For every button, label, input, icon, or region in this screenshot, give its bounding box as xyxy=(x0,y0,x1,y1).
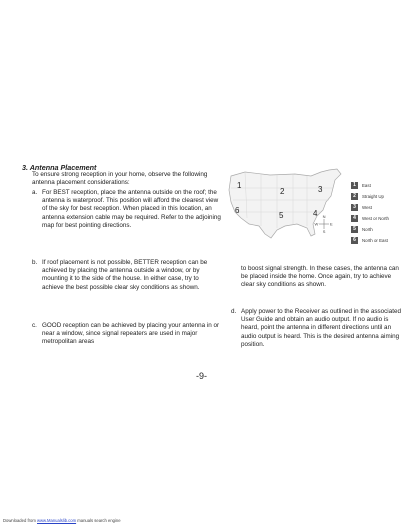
list-item-c xyxy=(32,322,222,347)
section-intro: To ensure strong reception in your home, observe the following antenna placement considerations: xyxy=(32,171,208,187)
legend-row xyxy=(351,235,407,246)
region-4-label: 4 xyxy=(313,209,318,218)
section-heading: 3. Antenna Placement xyxy=(22,163,97,172)
region-3-label: 3 xyxy=(318,185,323,194)
legend-number: 2 xyxy=(351,193,358,200)
footer-link[interactable]: www.Manualslib.com xyxy=(37,518,77,523)
footer xyxy=(3,518,121,523)
compass-n: N xyxy=(322,214,326,219)
map-legend xyxy=(351,180,407,246)
footer-prefix: Downloaded from xyxy=(3,518,36,523)
list-item-c-continuation xyxy=(241,265,401,290)
region-2-label: 2 xyxy=(280,187,285,196)
list-marker: b. xyxy=(32,259,38,266)
list-item-b xyxy=(32,259,222,292)
legend-number: 4 xyxy=(351,215,358,222)
list-item-text: GOOD reception can be achieved by placing your antenna in or near a window, since signal repeaters are used in major metropolitan areas xyxy=(42,322,220,346)
region-5-label: 5 xyxy=(279,211,284,220)
list-marker: d. xyxy=(231,308,237,315)
compass-s: S xyxy=(322,229,326,234)
list-item-text: For BEST reception, place the antenna outside on the roof; the antenna is waterproof. This position will afford the clearest view of the sky for best reception. When placed in this location, an antenna extension cable may be required. Refer to the adjoining map for best pointing directions. xyxy=(42,189,221,229)
region-6-label: 6 xyxy=(235,206,240,215)
usa-map-graphic xyxy=(225,166,347,250)
legend-label: North xyxy=(362,227,373,232)
list-item-text: If roof placement is not possible, BETTER reception can be achieved by placing the antenna outside a window, or by mounting it to the side of the house. In either case, try to achieve the best possible clear sky conditions as shown. xyxy=(42,259,208,291)
legend-number: 1 xyxy=(351,182,358,189)
legend-row xyxy=(351,202,407,213)
legend-label: East xyxy=(362,183,371,188)
list-item-text: to boost signal strength. In these cases, the antenna can be placed inside the home. Once again, try to achieve clear sky conditions as shown. xyxy=(241,265,399,289)
list-item-d xyxy=(231,308,401,349)
legend-row xyxy=(351,224,407,235)
legend-row xyxy=(351,191,407,202)
legend-row xyxy=(351,213,407,224)
list-item-a xyxy=(32,189,222,230)
usa-antenna-map xyxy=(225,166,347,250)
legend-row xyxy=(351,180,407,191)
legend-label: North or East xyxy=(362,238,388,243)
compass-w: W xyxy=(314,221,319,227)
page-number: -9- xyxy=(196,371,207,381)
footer-suffix: manuals search engine xyxy=(77,518,121,523)
list-marker: c. xyxy=(32,322,37,329)
region-1-label: 1 xyxy=(237,181,242,190)
legend-number: 6 xyxy=(351,237,358,244)
legend-label: Straight Up xyxy=(362,194,384,199)
legend-label: West xyxy=(362,205,372,210)
list-marker: a. xyxy=(32,189,38,196)
legend-number: 5 xyxy=(351,226,358,233)
compass-e: E xyxy=(330,221,333,227)
legend-number: 3 xyxy=(351,204,358,211)
legend-label: West or North xyxy=(362,216,390,221)
list-item-text: Apply power to the Receiver as outlined in the associated User Guide and obtain an audio output. If no audio is heard, point the antenna in different directions until an audio output is heard. This is the desired antenna aiming position. xyxy=(241,308,401,348)
